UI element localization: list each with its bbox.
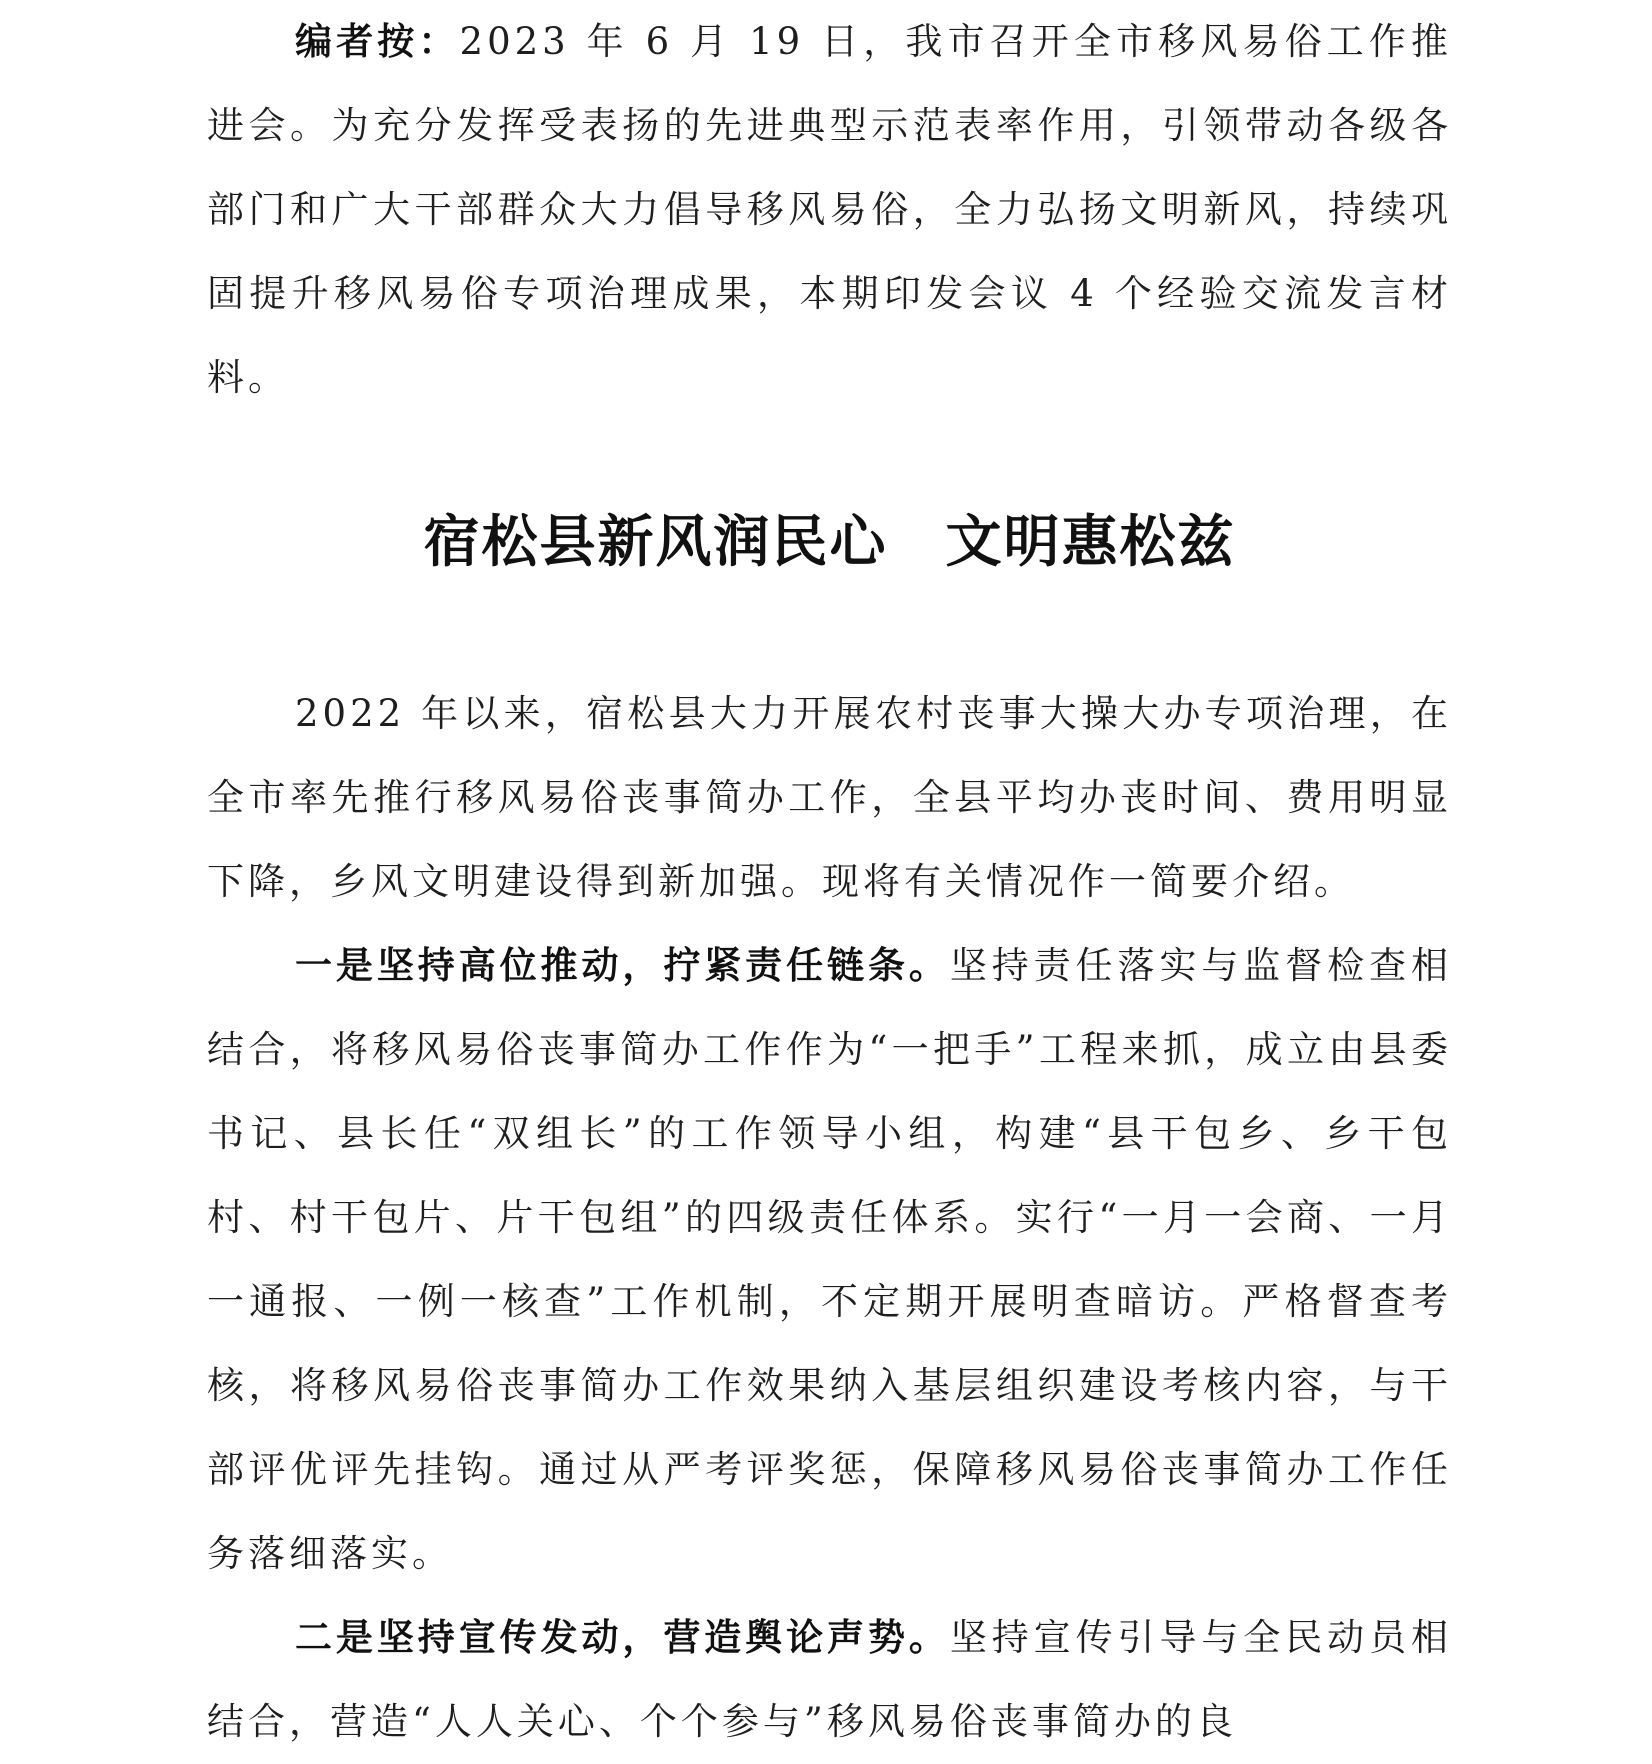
section-2 [207,1596,1452,1764]
section-2-heading: 二是坚持宣传发动，营造舆论声势。 [295,1616,950,1659]
section-1-heading: 一是坚持高位推动，拧紧责任链条。 [295,944,950,987]
editor-note-label: 编者按： [295,20,460,63]
section-1-text: 坚持责任落实与监督检查相结合，将移风易俗丧事简办工作作为“一把手”工程来抓，成立由县委书记、县长任“双组长”的工作领导小组，构建“县干包乡、乡干包村、村干包片、片干包组”的四级责任体系。实行“一月一会商、一月一通报、一例一核查”工作机制，不定期开展明查暗访。严格督查考核，将移风易俗丧事简办工作效果纳入基层组织建设考核内容，与干部评优评先挂钩。通过从严考评奖惩，保障移风易俗丧事简办工作任务落细落实。 [207,944,1453,1575]
article-intro: 2022 年以来，宿松县大力开展农村丧事大操大办专项治理，在全市率先推行移风易俗丧事简办工作，全县平均办丧时间、费用明显下降，乡风文明建设得到新加强。现将有关情况作一简要介绍。 [207,692,1452,903]
article-body [207,672,1452,1764]
article-title: 宿松县新风润民心 文明惠松兹 [423,509,1236,575]
section-1 [207,924,1452,1596]
section-2-text: 坚持宣传引导与全民动员相结合，营造“人人关心、个个参与”移风易俗丧事简办的良 [207,1616,1453,1743]
editor-note [207,0,1452,420]
editor-note-text: 2023 年 6 月 19 日，我市召开全市移风易俗工作推进会。为充分发挥受表扬的先进典型示范表率作用，引领带动各级各部门和广大干部群众大力倡导移风易俗，全力弘扬文明新风，持续巩固提升移风易俗专项治理成果，本期印发会议 4 个经验交流发言材料。 [207,20,1452,399]
